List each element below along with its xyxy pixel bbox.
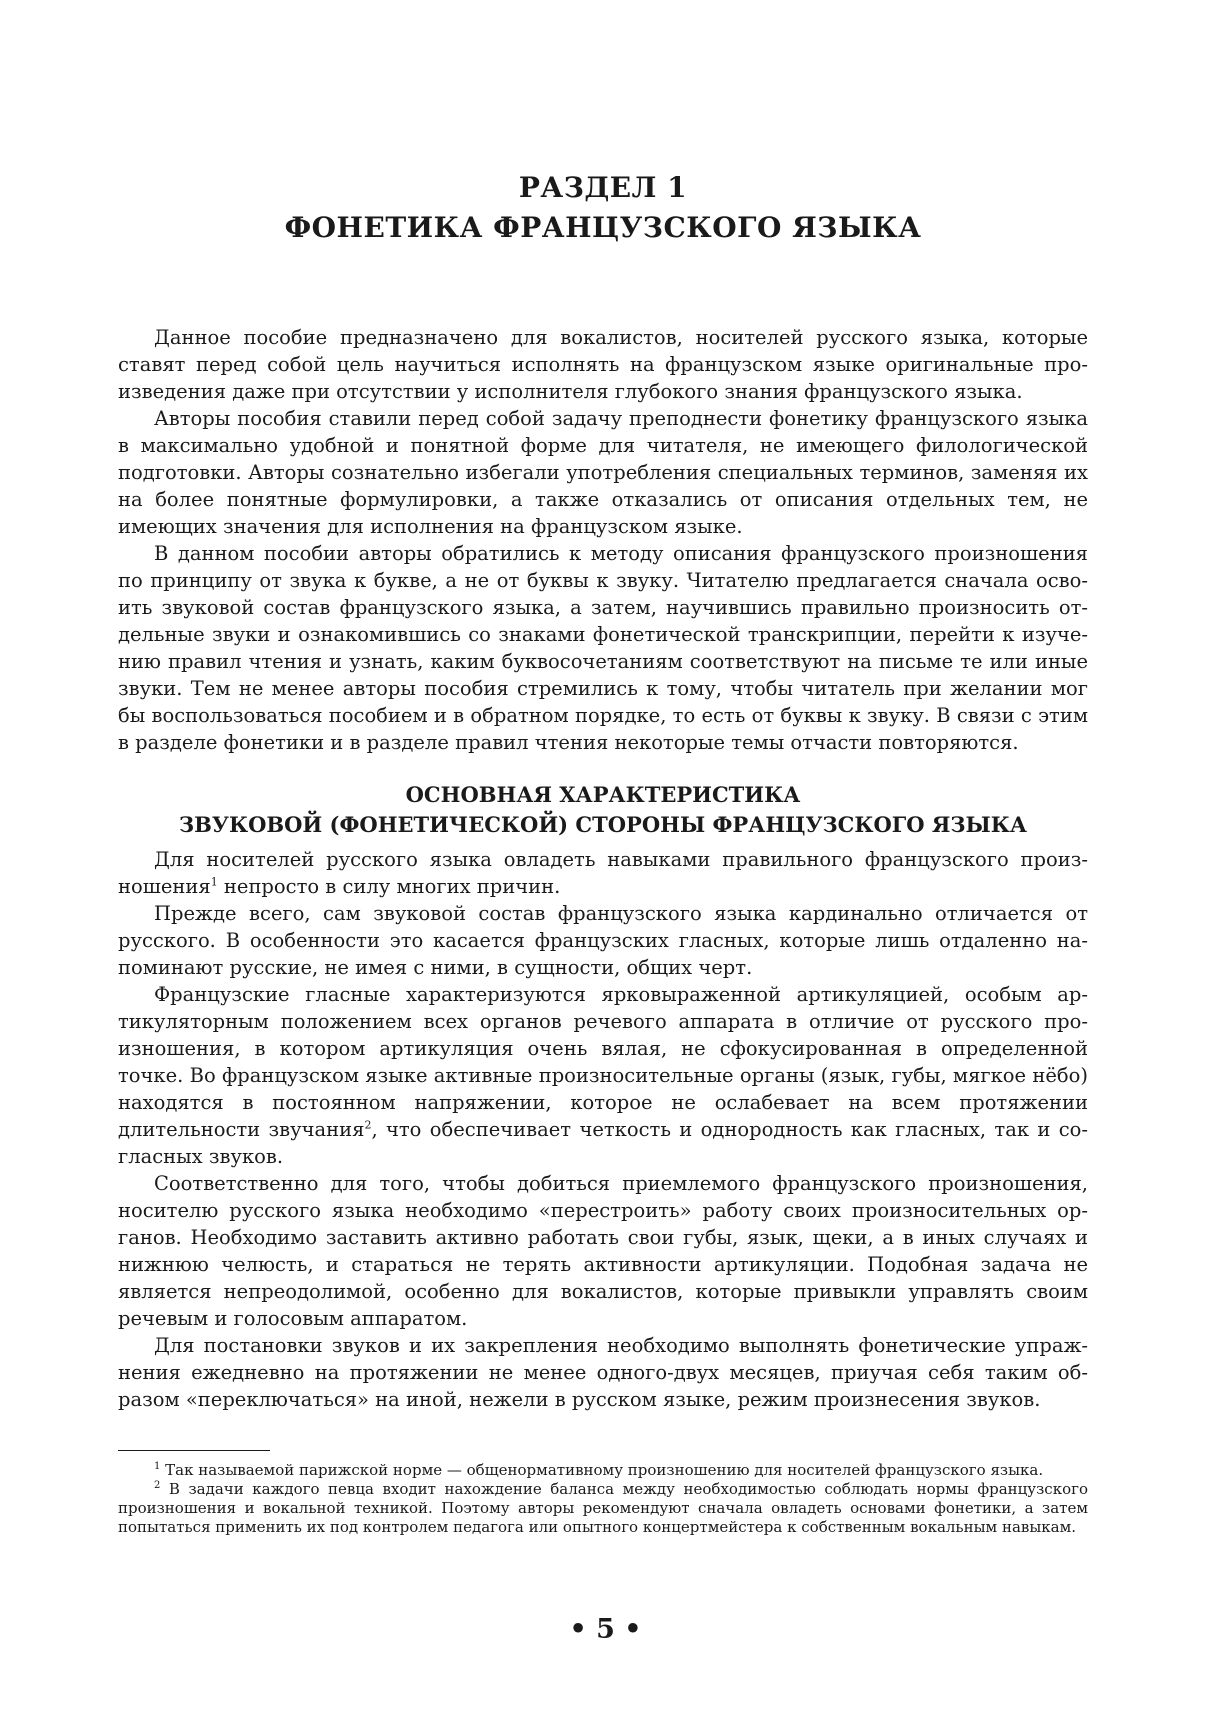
body-paragraph-1 [118, 846, 1088, 900]
subsection-title-line1: ОСНОВНАЯ ХАРАКТЕРИСТИКА [405, 782, 801, 807]
intro-paragraph-1: Данное пособие предназначено для вокалистов, носителей русского языка, которые ставят перед собой цель научиться исполнять на французском языке оригинальные произведения даже при отсутствии у исполнителя глубокого знания французского языка. [118, 326, 1088, 403]
intro-paragraph-2: Авторы пособия ставили перед собой задачу преподнести фонетику французского языка в максимально удобной и понятной форме для читателя, не имеющего филологической подготовки. Авторы сознательно избегали употребления специальных терминов, заменяя их на более понятные формулировки, а также отказались от описания отдельных тем, не имеющих значения для исполнения на французском языке. [118, 407, 1088, 538]
footnote-1 [118, 1461, 1088, 1480]
footnote-2-text: В задачи каждого певца входит нахождение баланса между необходимостью соблюдать нормы французского произношения и вокальной техникой. Поэтому авторы рекомендуют сначала овладеть основами фонетики, а затем попытаться применить их под контролем педагога или опытного концертмейстера к собственным вокальным навыкам. [118, 1480, 1088, 1536]
body-paragraph-1-text: Для носителей русского языка овладеть навыками правильного французского произношения [118, 848, 1088, 898]
footnote-1-mark: 1 [154, 1461, 161, 1472]
body-paragraph-4: Соответственно для того, чтобы добиться приемлемого французского произношения, носителю русского языка необходимо «перестроить» работу своих произносительных органов. Необходимо заставить активно работать свои губы, язык, щеки, а в иных случаях и нижнюю челюсть, и стараться не терять активности артикуляции. Подобная задача не является непреодолимой, особенно для вокалистов, которые привыкли управлять своим речевым и голосовым аппаратом. [118, 1172, 1088, 1330]
footnote-ref-2: 2 [364, 1118, 372, 1132]
body-text [118, 846, 1088, 1413]
intro-paragraph-3: В данном пособии авторы обратились к методу описания французского произношения по принципу от звука к букве, а не от буквы к звуку. Читателю предлагается сначала освоить звуковой состав французского языка, а затем, научившись правильно произносить отдельные звуки и ознакомившись со знаками фонетической транскрипции, перейти к изучению правил чтения и узнать, каким буквосочетаниям соответствуют на письме те или иные звуки. Тем не менее авторы пособия стремились к тому, чтобы читатель при желании мог бы воспользоваться пособием и в обратном порядке, то есть от буквы к звуку. В связи с этим в разделе фонетики и в разделе правил чтения некоторые темы отчасти повторяются. [118, 542, 1088, 754]
section-title-line1: РАЗДЕЛ 1 [518, 171, 688, 204]
body-paragraph-5: Для постановки звуков и их закрепления необходимо выполнять фонетические упражнения ежедневно на протяжении не менее одного-двух месяцев, приучая себя таким образом «переключаться» на иной, нежели в русском языке, режим произнесения звуков. [118, 1334, 1088, 1411]
page-content [118, 0, 1088, 1413]
footnote-1-text: Так называемой парижской норме — общенормативному произношению для носителей французского языка. [160, 1461, 1044, 1479]
page-number: • 5 • [569, 1614, 642, 1645]
subsection-title-line2: ЗВУКОВОЙ (ФОНЕТИЧЕСКОЙ) СТОРОНЫ ФРАНЦУЗСКОГО ЯЗЫКА [179, 812, 1027, 837]
subsection-title [118, 780, 1088, 840]
footnote-2 [118, 1480, 1088, 1537]
section-title-line2: ФОНЕТИКА ФРАНЦУЗСКОГО ЯЗЫКА [284, 211, 922, 244]
intro-text [118, 324, 1088, 756]
section-title [118, 168, 1088, 248]
footnote-ref-1: 1 [210, 875, 218, 889]
body-paragraph-3-text: Французские гласные характеризуются ярковыраженной артикуляцией, особым артикуляторным положением всех органов речевого аппарата в отличие от русского произношения, в котором артикуляция очень вялая, не сфокусированная в определенной точке. Во французском языке активные произносительные органы (язык, губы, мягкое нёбо) находятся в постоянном напряжении, которое не ослабевает на всем протяжении длительности звучания [118, 983, 1088, 1141]
footnote-divider [118, 1450, 270, 1451]
footnote-2-mark: 2 [154, 1480, 161, 1491]
body-paragraph-3 [118, 981, 1088, 1170]
footnotes [118, 1450, 1088, 1537]
body-paragraph-3-text-end: , что обеспечивает четкость и однородность как гласных, так и согласных звуков. [118, 1118, 1088, 1168]
body-paragraph-1-text-end: непросто в силу многих причин. [217, 875, 561, 898]
body-paragraph-2: Прежде всего, сам звуковой состав французского языка кардинально отличается от русского. В особенности это касается французских гласных, которые лишь отдаленно напоминают русские, не имея с ними, в сущности, общих черт. [118, 902, 1088, 979]
